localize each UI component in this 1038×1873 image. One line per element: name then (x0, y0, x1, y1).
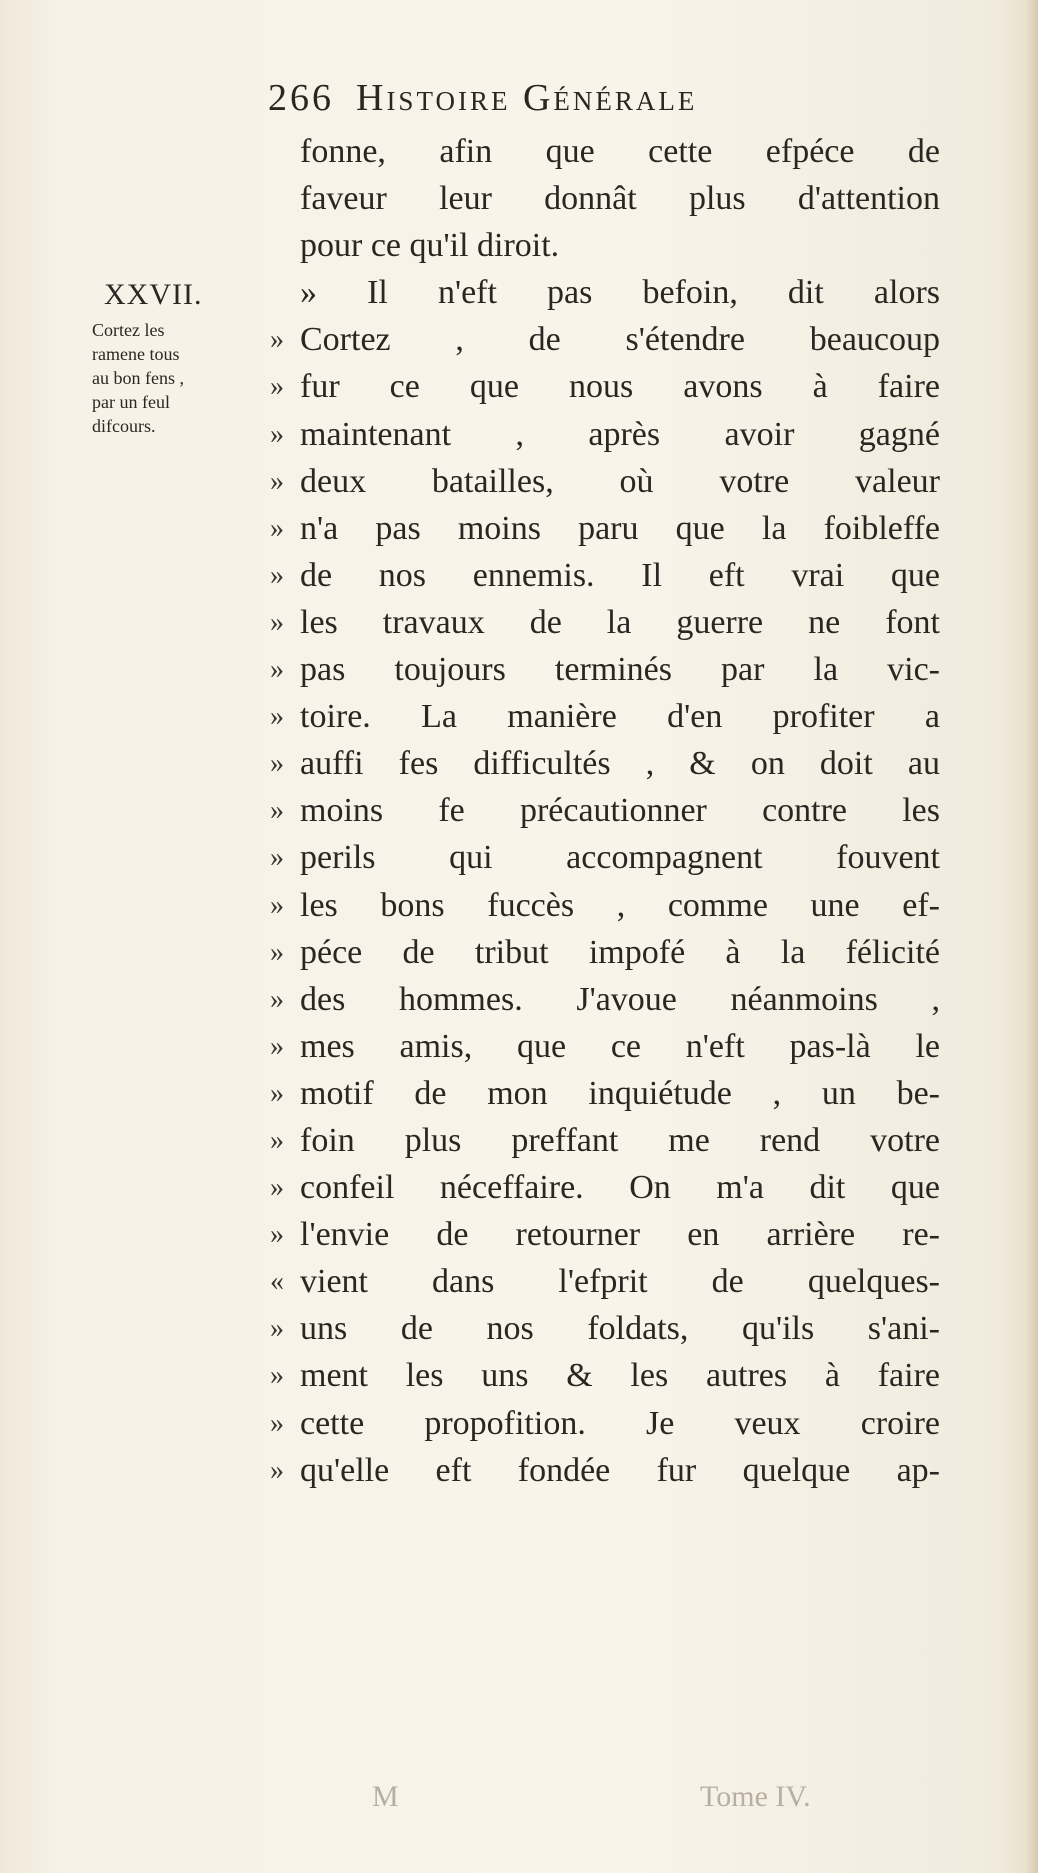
text-line (270, 834, 940, 881)
text-line-content: l'envie de retourner en arrière re- (300, 1216, 940, 1254)
quote-mark: » (270, 1172, 284, 1204)
quote-mark: » (270, 983, 284, 1015)
text-line-content: des hommes. J'avoue néanmoins , (300, 980, 940, 1018)
quote-mark: » (270, 1313, 284, 1345)
quote-mark: » (270, 371, 284, 403)
margin-note-line: au bon fens , (92, 368, 184, 388)
quote-mark: » (270, 324, 284, 356)
quote-mark: » (270, 936, 284, 968)
page-number: 266 (268, 77, 334, 119)
text-line (270, 1117, 940, 1164)
text-line-content: ment les uns & les autres à faire (300, 1357, 940, 1395)
quote-mark: » (270, 1077, 284, 1109)
text-line (270, 1211, 940, 1258)
text-line (270, 599, 940, 646)
margin-note-line: ramene tous (92, 344, 180, 364)
text-line-content: uns de nos foldats, qu'ils s'ani- (300, 1310, 940, 1348)
quote-mark: « (270, 1266, 284, 1298)
quote-mark: » (270, 1219, 284, 1251)
text-line-content: faveur leur donnât plus d'attention (300, 180, 940, 218)
text-line (270, 1447, 940, 1494)
quote-mark: » (270, 701, 284, 733)
text-line-content: foin plus preffant me rend votre (300, 1121, 940, 1159)
margin-note-line: difcours. (92, 416, 156, 436)
text-line (270, 1305, 940, 1352)
quote-mark: » (270, 1030, 284, 1062)
margin-note-line: Cortez les (92, 320, 165, 340)
text-line-content: pas toujours terminés par la vic- (300, 651, 940, 689)
page-edge (1026, 0, 1038, 1873)
text-line (300, 128, 940, 175)
text-line (300, 222, 940, 269)
text-line-content: fonne, afin que cette efpéce de (300, 133, 940, 170)
text-line-content: n'a pas moins paru que la foibleffe (300, 509, 940, 547)
text-line-content: les bons fuccès , comme une ef- (300, 886, 940, 924)
margin-note-line: par un feul (92, 392, 170, 412)
text-line (270, 976, 940, 1023)
quote-mark: » (270, 795, 284, 827)
quote-mark: » (270, 1360, 284, 1392)
text-line (270, 787, 940, 834)
text-line (270, 929, 940, 976)
text-line (270, 646, 940, 693)
text-line (270, 552, 940, 599)
text-line-content: vient dans l'efprit de quelques- (300, 1263, 940, 1301)
text-line (270, 1070, 940, 1117)
text-line-content: confeil néceffaire. On m'a dit que (300, 1169, 940, 1207)
text-line (300, 269, 940, 316)
quote-mark: » (270, 1124, 284, 1156)
text-line (270, 1023, 940, 1070)
text-line-content: pour ce qu'il diroit. (300, 227, 560, 265)
text-line (270, 1164, 940, 1211)
quote-mark: » (270, 465, 284, 497)
text-line (270, 411, 940, 458)
body-text (270, 128, 940, 1494)
quote-mark: » (270, 748, 284, 780)
text-line-content: les travaux de la guerre ne font (300, 603, 940, 641)
quote-mark: » (270, 889, 284, 921)
text-line (270, 363, 940, 410)
text-line-content: mes amis, que ce n'eft pas-là le (300, 1027, 940, 1065)
text-line (270, 1352, 940, 1399)
text-line-content: » Il n'eft pas befoin, dit alors (300, 274, 940, 312)
text-line (270, 693, 940, 740)
quote-mark: » (270, 1454, 284, 1486)
margin-section-number: XXVII. (104, 278, 203, 311)
running-header (268, 76, 948, 122)
text-line (270, 316, 940, 363)
running-title: Histoire Générale (356, 77, 698, 119)
text-line (270, 1258, 940, 1305)
text-line (270, 458, 940, 505)
text-line-content: deux batailles, où votre valeur (300, 462, 940, 500)
text-line-content: motif de mon inquiétude , un be- (300, 1074, 940, 1112)
quote-mark: » (270, 606, 284, 638)
quote-mark: » (270, 842, 284, 874)
text-line-content: péce de tribut impofé à la félicité (300, 933, 940, 971)
signature-mark-right: Tome IV. (700, 1780, 811, 1813)
margin-note (92, 318, 270, 438)
text-line-content: perils qui accompagnent fouvent (300, 839, 940, 877)
quote-mark: » (270, 512, 284, 544)
text-line (270, 740, 940, 787)
quote-mark: » (270, 559, 284, 591)
text-line-content: fur ce que nous avons à faire (300, 368, 940, 406)
text-line-content: Cortez , de s'étendre beaucoup (300, 321, 940, 359)
text-line-content: toire. La manière d'en profiter a (300, 698, 940, 736)
text-line (270, 1400, 940, 1447)
quote-mark: » (270, 418, 284, 450)
text-line-content: cette propofition. Je veux croire (300, 1404, 940, 1442)
text-line-content: de nos ennemis. Il eft vrai que (300, 556, 940, 594)
text-line-content: auffi fes difficultés , & on doit au (300, 745, 940, 783)
text-line-content: maintenant , après avoir gagné (300, 415, 940, 453)
text-line (270, 882, 940, 929)
text-line-content: moins fe précautionner contre les (300, 792, 940, 830)
quote-mark: » (270, 654, 284, 686)
text-line (300, 175, 940, 222)
quote-mark: » (270, 1407, 284, 1439)
signature-mark-left: M (372, 1780, 399, 1813)
text-line-content: qu'elle eft fondée fur quelque ap- (300, 1451, 940, 1489)
text-line (270, 505, 940, 552)
